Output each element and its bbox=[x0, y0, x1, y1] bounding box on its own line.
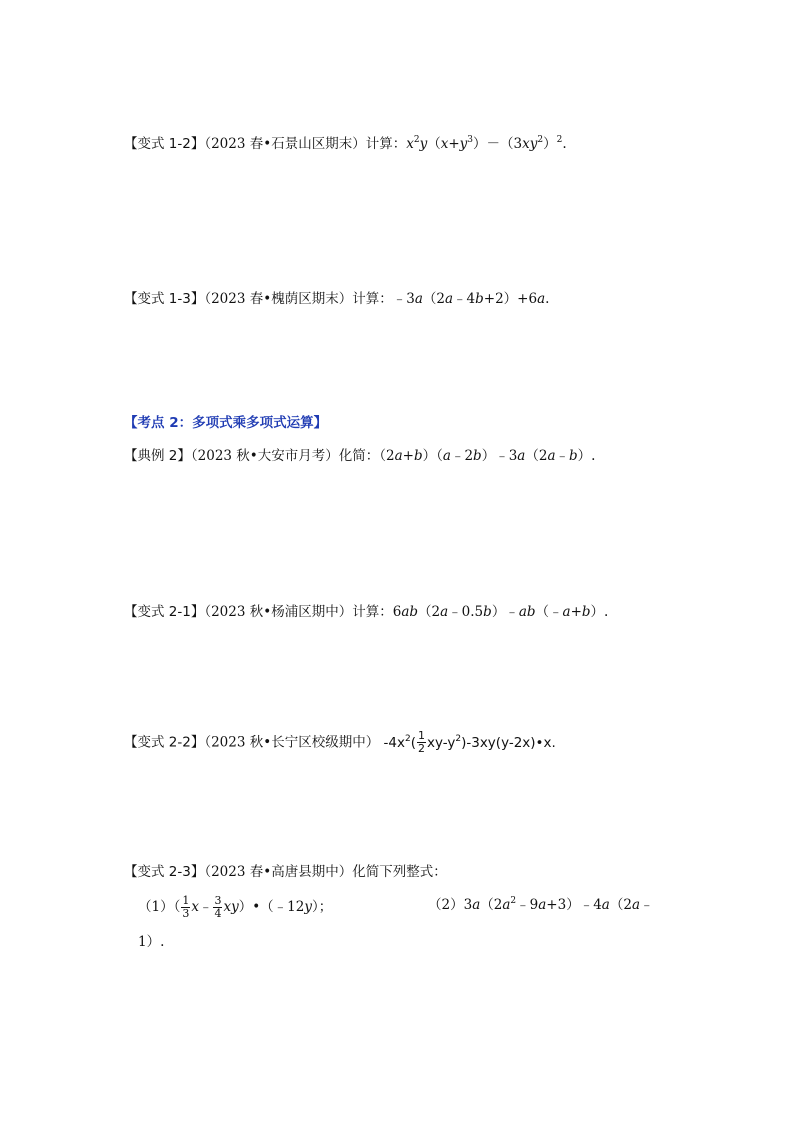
problem-instruction: 计算： bbox=[352, 291, 393, 307]
problem-variant-2-2 bbox=[124, 730, 556, 755]
problem-example-2 bbox=[124, 446, 595, 466]
problem-label: 【变式 2-3】 bbox=[124, 864, 205, 880]
problem-source: （2023 春•高唐县期中） bbox=[204, 864, 353, 880]
subproblem-2 bbox=[428, 895, 654, 915]
subproblem-label: （1） bbox=[138, 899, 174, 915]
math-expression: $3a(2a^2﹣9a+3)﹣4a(2a﹣$ bbox=[463, 896, 654, 913]
problem-label: 【变式 1-2】 bbox=[124, 136, 205, 152]
math-expression: （ $\frac{1}{3}$ x﹣ $\frac{3}{4}$ xy）•（﹣12y）； bbox=[173, 894, 333, 920]
problem-source: （2023 秋•长宁区校级期中） bbox=[204, 734, 380, 751]
problem-source: （2023 春•石景山区期末） bbox=[204, 136, 366, 152]
math-expression: $x^2y(x+y^3)-(3xy^2)^2$. bbox=[406, 135, 567, 152]
problem-variant-1-3 bbox=[124, 289, 549, 309]
problem-variant-1-2 bbox=[124, 134, 567, 154]
problem-label: 【典例 2】 bbox=[124, 448, 191, 464]
math-expression: 6ab（2a﹣0.5b）﹣ab（﹣a+b）. bbox=[392, 604, 609, 620]
problem-source: （2023 秋•杨浦区期中） bbox=[204, 604, 353, 620]
problem-instruction: 化简： bbox=[338, 448, 380, 464]
problem-instruction: 计算： bbox=[352, 604, 393, 620]
subproblem-2-continuation: 1）. bbox=[138, 934, 165, 950]
section-heading: 【考点 2：多项式乘多项式运算】 bbox=[124, 415, 328, 431]
math-expression: $-4x^2$( $\frac{1}{2}$ $xy-y^2)-3xy(y-2x)•x$. bbox=[379, 729, 556, 755]
problem-variant-2-1 bbox=[124, 602, 608, 622]
problem-label: 【变式 2-2】 bbox=[124, 734, 205, 751]
problem-source: （2023 春•槐荫区期末） bbox=[204, 291, 353, 307]
problem-label: 【变式 1-3】 bbox=[124, 291, 205, 307]
math-expression: （2a+b）（a﹣2b）﹣3a（2a﹣b）. bbox=[379, 448, 596, 464]
subproblem-label: （2） bbox=[428, 897, 464, 913]
problem-source: （2023 秋•大安市月考） bbox=[190, 448, 339, 464]
subproblem-1 bbox=[138, 895, 332, 920]
math-expression: ﹣3a（2a﹣4b+2）+6a. bbox=[392, 291, 550, 307]
problem-variant-2-3 bbox=[124, 862, 447, 882]
problem-instruction: 化简下列整式： bbox=[352, 864, 447, 880]
problem-label: 【变式 2-1】 bbox=[124, 604, 205, 620]
problem-instruction: 计算： bbox=[365, 136, 407, 152]
